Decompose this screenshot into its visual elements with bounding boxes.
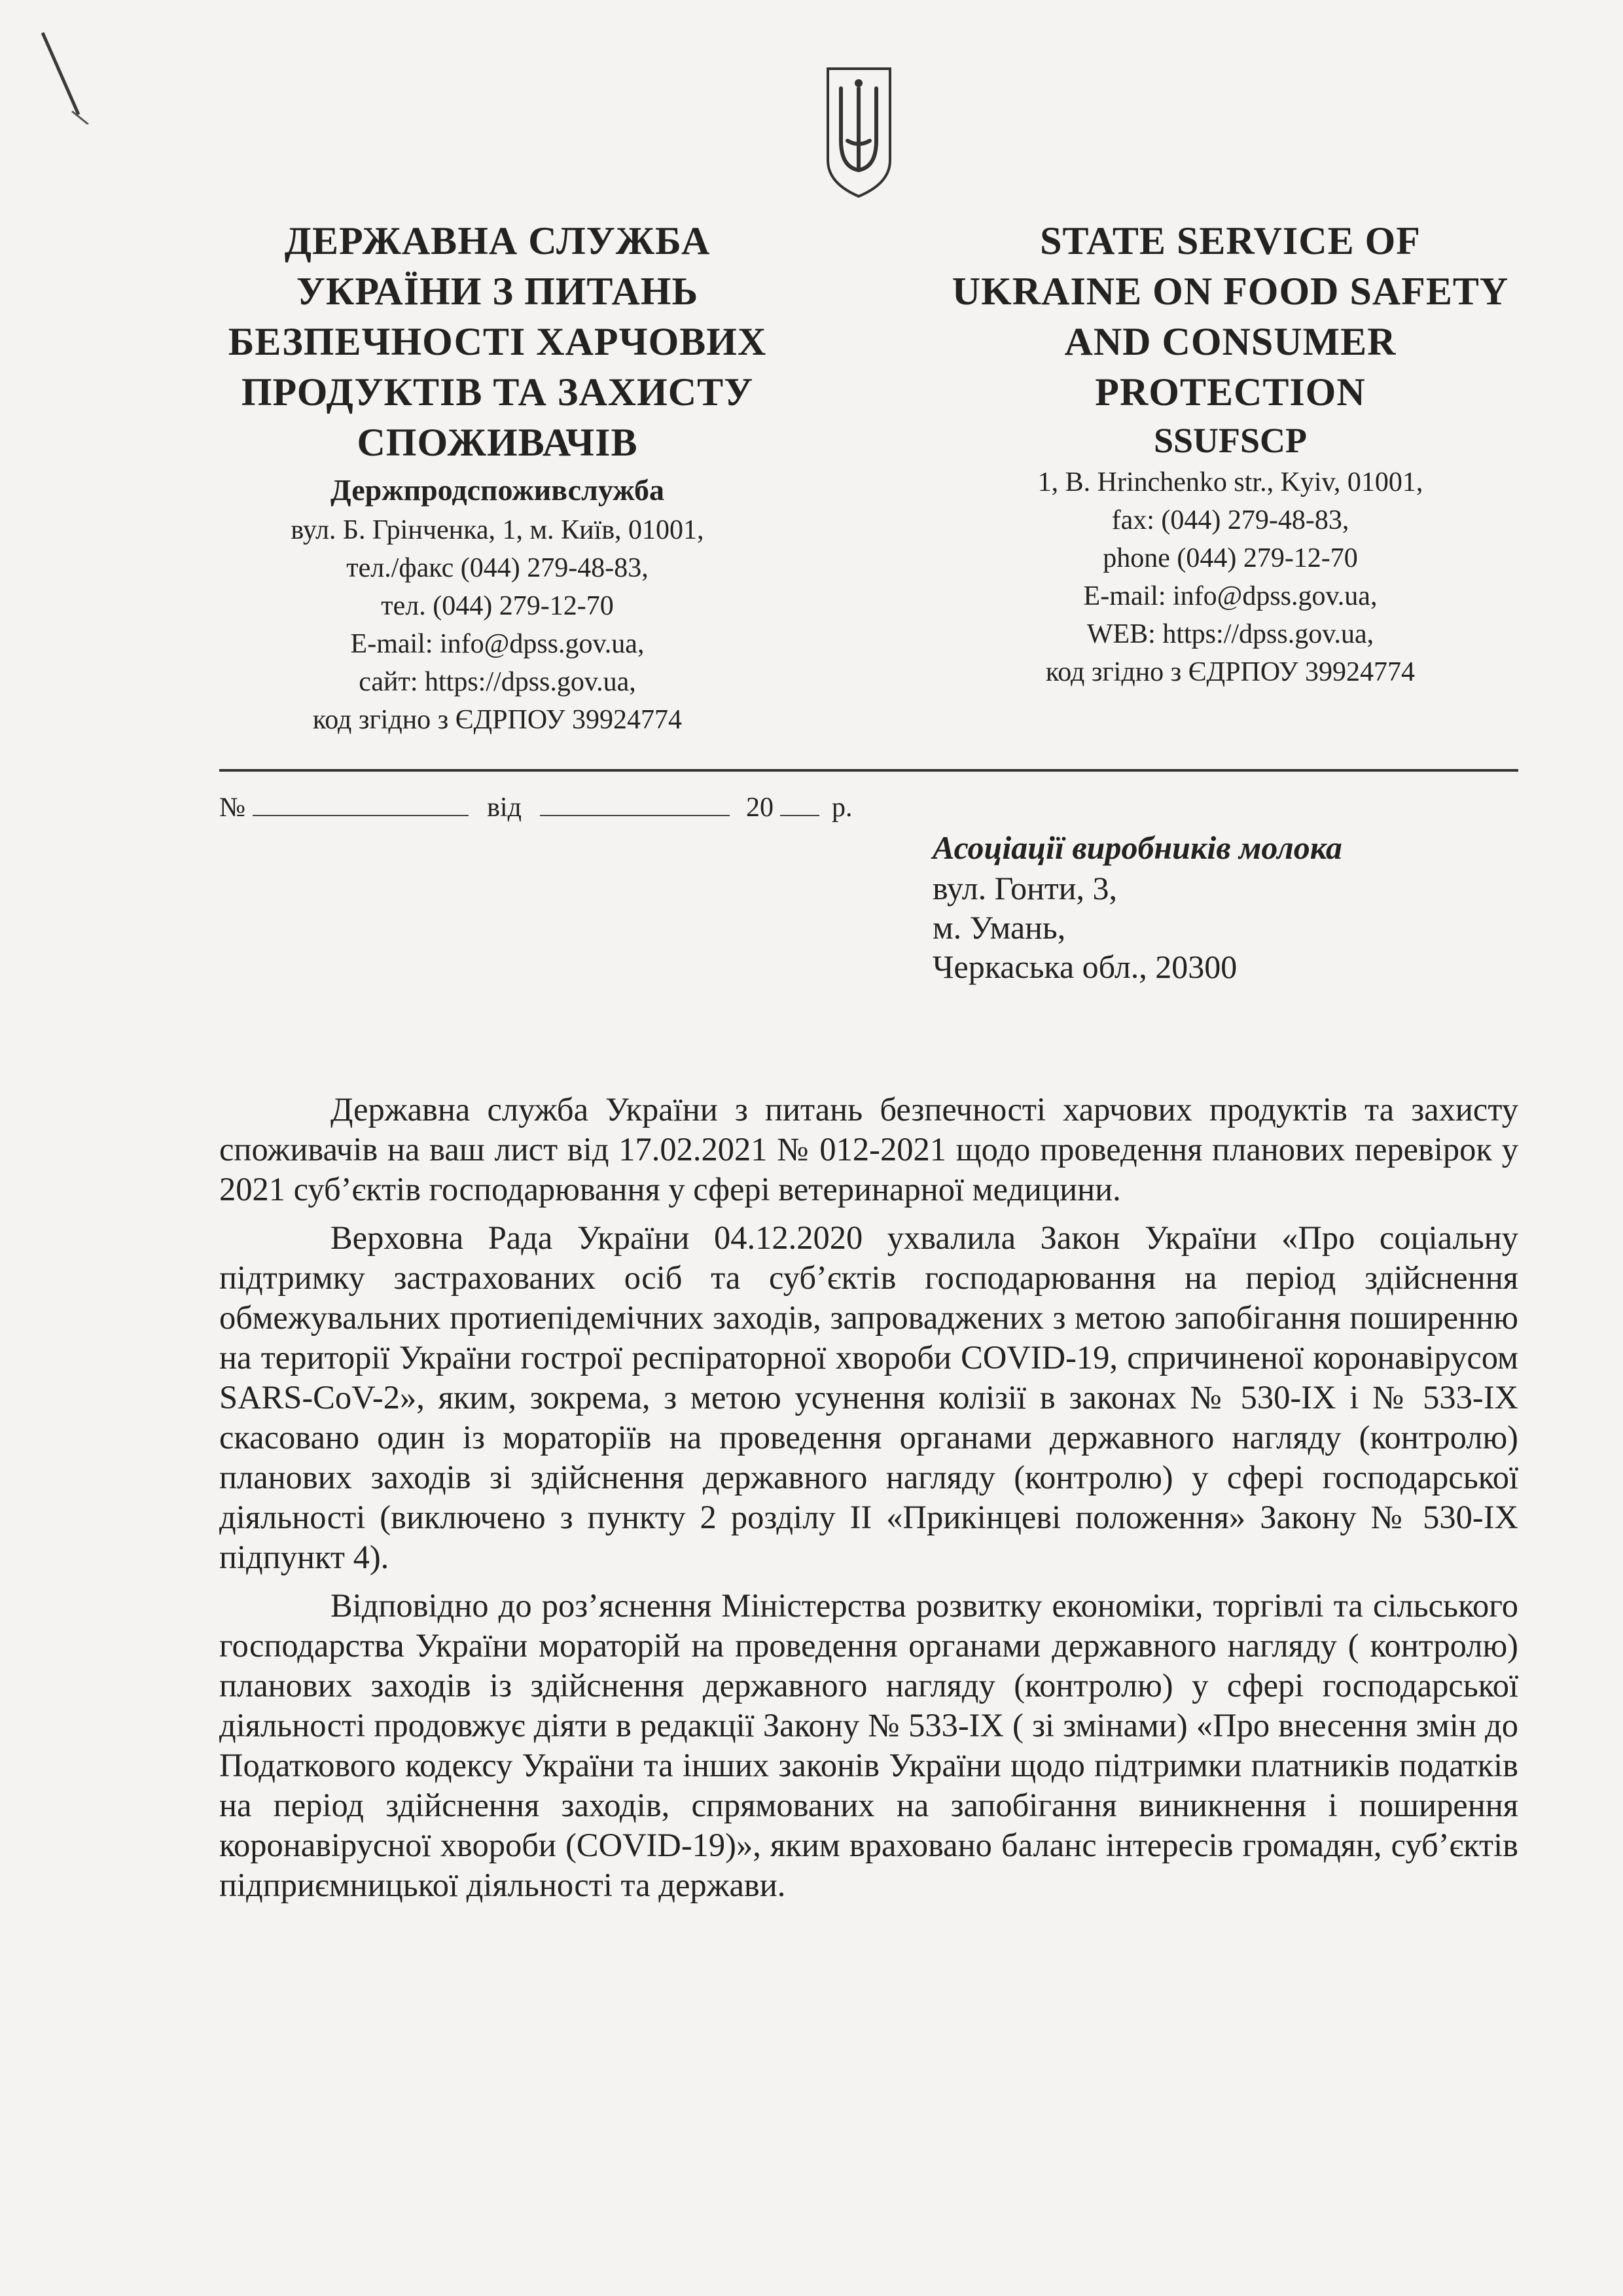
telfax-uk: тел./факс (044) 279-48-83, <box>346 553 649 583</box>
agency-title-en <box>910 216 1551 418</box>
agency-title-line: БЕЗПЕЧНОСТІ ХАРЧОВИХ <box>228 320 767 363</box>
edrpou-code-uk: код згідно з ЄДРПОУ 39924774 <box>312 705 683 735</box>
addressee-street: вул. Гонти, 3, <box>933 870 1118 906</box>
agency-abbr-uk: Держпродспоживслужба <box>330 473 664 507</box>
agency-title-line: PROTECTION <box>1095 370 1366 414</box>
year-suffix: р. <box>831 793 853 823</box>
agency-title-line: ДЕРЖАВНА СЛУЖБА <box>284 219 711 262</box>
agency-title-uk <box>216 216 779 468</box>
tel-uk: тел. (044) 279-12-70 <box>381 591 614 621</box>
trident-emblem-icon <box>821 62 897 200</box>
body-paragraph: Державна служба України з питань безпечності харчових продуктів та захисту споживачів на ваш лист від 17.02.2021 № 012-2021 щодо проведення планових перевірок у 2021 суб’єктів господарювання у сфері ветеринарної медицини. <box>219 1091 1518 1208</box>
date-blank <box>540 795 730 816</box>
address-en: 1, B. Hrinchenko str., Kyiv, 01001, <box>1037 467 1423 497</box>
agency-title-line: ПРОДУКТІВ ТА ЗАХИСТУ <box>241 370 754 414</box>
addressee-block <box>933 828 1342 986</box>
number-prefix: № <box>219 793 246 823</box>
number-blank <box>253 795 469 816</box>
body-paragraph: Відповідно до роз’яснення Міністерства розвитку економіки, торгівлі та сільського господарства України мораторій на проведення органами державного нагляду ( контролю) планових заходів із здійснення державного нагляду (контролю) у сфері господарської діяльності продовжує діяти в редакції Закону № 533-IX ( зі змінами) «Про внесення змін до Податкового кодексу України та інших законів України щодо підтримки платників податків на період здійснення заходів, спрямованих на запобігання виникнення і поширення коронавірусної хвороби (COVID-19)», яким враховано баланс інтересів громадян, суб’єктів підприємницької діяльності та держави. <box>219 1587 1518 1903</box>
year-prefix: 20 <box>745 793 774 823</box>
agency-title-line: УКРАЇНИ З ПИТАНЬ <box>296 270 699 313</box>
phone-en: phone (044) 279-12-70 <box>1103 543 1358 573</box>
agency-abbr-en: SSUFSCP <box>1153 421 1308 460</box>
agency-title-line: UKRAINE ON FOOD SAFETY <box>952 270 1509 313</box>
site-uk: сайт: https://dpss.gov.ua, <box>359 667 636 697</box>
addressee-region: Черкаська обл., 20300 <box>933 948 1238 985</box>
address-uk: вул. Б. Грінченка, 1, м. Київ, 01001, <box>291 515 704 545</box>
addressee-city: м. Умань, <box>933 909 1066 946</box>
agency-title-line: СПОЖИВАЧІВ <box>357 421 638 464</box>
addressee-org: Асоціації виробників молока <box>933 829 1342 866</box>
year-blank <box>780 795 819 816</box>
date-prefix: від <box>487 793 522 823</box>
body-paragraph: Верховна Рада України 04.12.2020 ухвалила Закон України «Про соціальну підтримку застрахованих осіб та суб’єктів господарювання на період здійснення обмежувальних протиепідемічних заходів, запроваджених з метою запобігання поширенню на території України гострої респіраторної хвороби COVID-19, спричиненої коронавірусом SARS-CoV-2», яким, зокрема, з метою усунення колізії в законах № 530-IX і № 533-IX скасовано один із мораторіїв на проведення органами державного нагляду (контролю) планових заходів зі здійснення державного нагляду (контролю) у сфері господарської діяльності (виключено з пункту 2 розділу II «Прикінцеві положення» Закону № 530-IX підпункт 4). <box>219 1219 1518 1575</box>
email-en: E-mail: info@dpss.gov.ua, <box>1083 581 1378 611</box>
staple-mark <box>26 20 92 124</box>
letter-body <box>219 1090 1518 1914</box>
header-ukrainian <box>216 216 779 739</box>
web-en: WEB: https://dpss.gov.ua, <box>1086 619 1374 649</box>
registration-line <box>219 792 852 823</box>
fax-en: fax: (044) 279-48-83, <box>1111 505 1349 535</box>
agency-title-line: STATE SERVICE OF <box>1040 219 1421 262</box>
email-uk: E-mail: info@dpss.gov.ua, <box>350 629 645 659</box>
agency-title-line: AND CONSUMER <box>1064 320 1397 363</box>
header-divider <box>219 769 1518 772</box>
header-english <box>910 216 1551 691</box>
edrpou-code-en: код згідно з ЄДРПОУ 39924774 <box>1045 657 1416 687</box>
